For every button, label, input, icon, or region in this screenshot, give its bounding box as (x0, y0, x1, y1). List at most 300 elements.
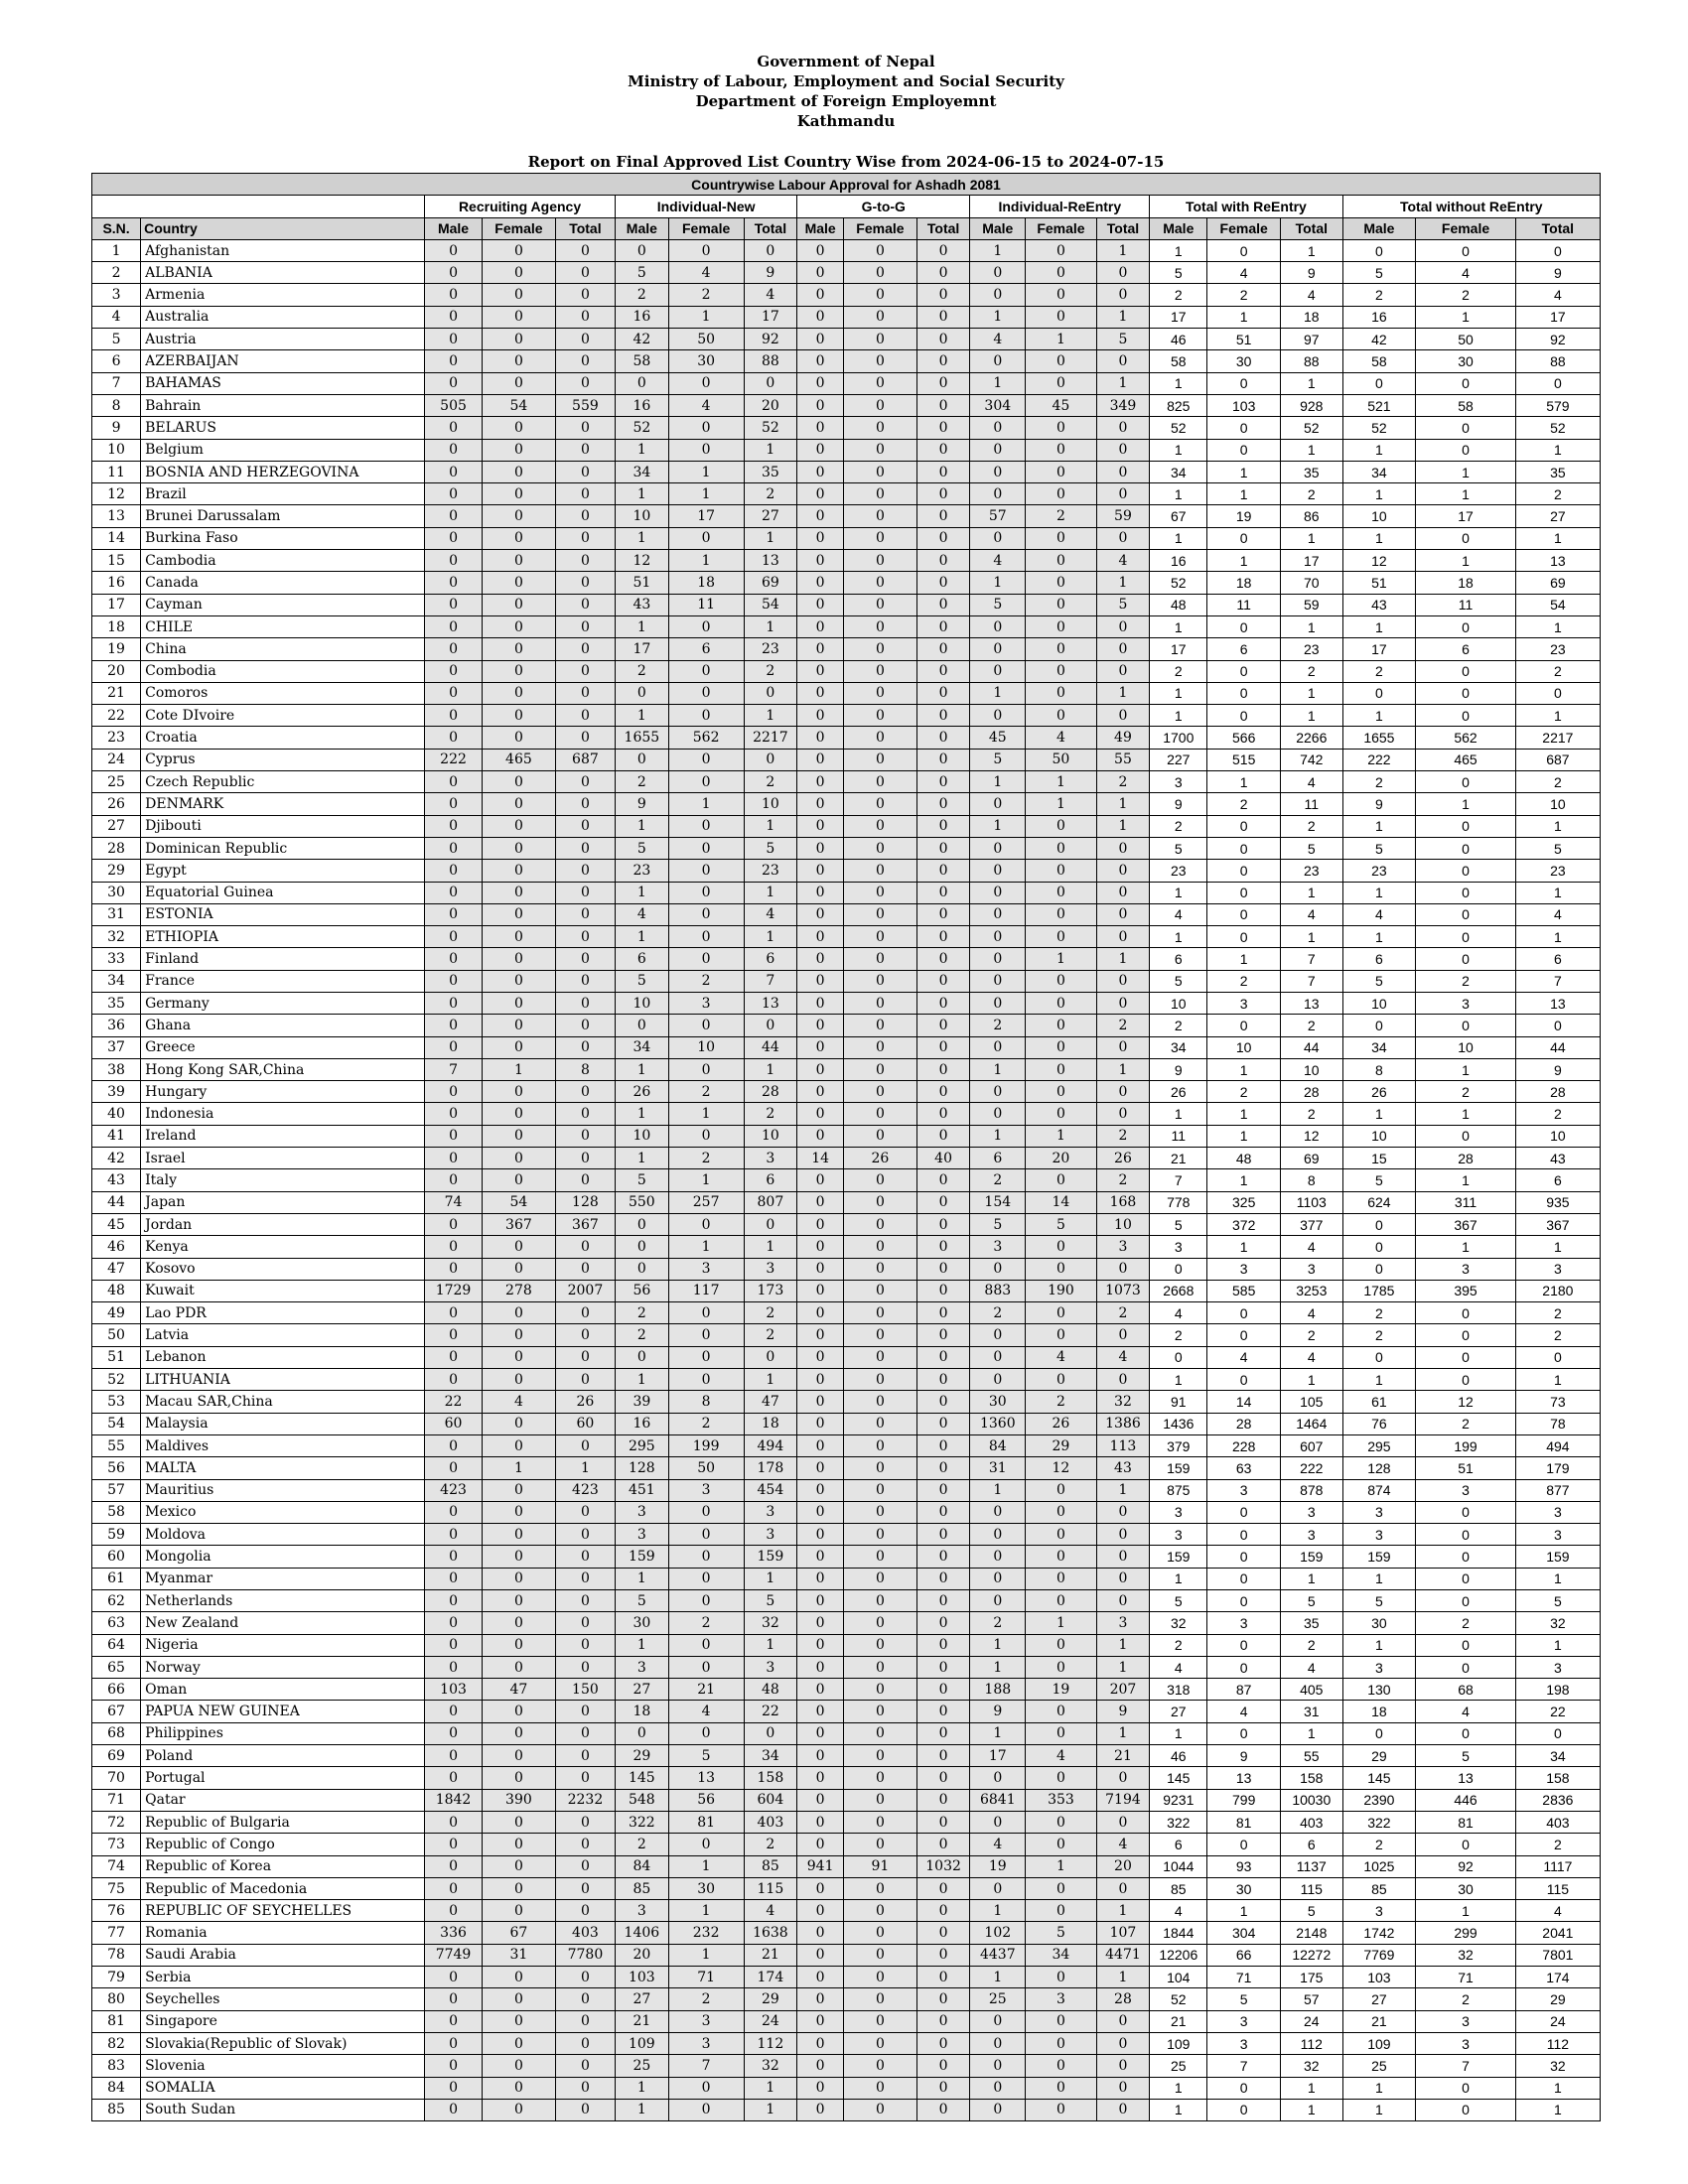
row-value-cell: 10 (1342, 1125, 1416, 1147)
row-value-cell: 4 (1096, 1346, 1150, 1368)
row-value-cell: 0 (916, 926, 970, 948)
row-value-cell: 3 (1416, 1479, 1516, 1501)
row-country-cell: Mongolia (141, 1546, 425, 1568)
row-value-cell: 4 (1281, 903, 1343, 925)
row-value-cell: 23 (1281, 860, 1343, 882)
row-value-cell: 0 (916, 1922, 970, 1944)
row-value-cell: 2 (744, 1324, 797, 1346)
column-header-female: Female (668, 217, 744, 239)
row-value-cell: 26 (1096, 1148, 1150, 1169)
row-value-cell: 34 (1515, 1745, 1600, 1767)
row-value-cell: 0 (555, 306, 615, 328)
row-value-cell: 2836 (1515, 1789, 1600, 1811)
row-value-cell: 0 (844, 2032, 917, 2054)
row-value-cell: 1 (1515, 2077, 1600, 2099)
row-value-cell: 56 (616, 1280, 669, 1301)
row-value-cell: 2 (1281, 1634, 1343, 1656)
row-value-cell: 0 (1096, 992, 1150, 1014)
row-value-cell: 0 (1342, 1015, 1416, 1036)
row-country-cell: Republic of Congo (141, 1834, 425, 1855)
row-value-cell: 0 (1096, 2077, 1150, 2099)
row-value-cell: 0 (483, 1701, 556, 1722)
row-sn-cell: 52 (92, 1369, 141, 1391)
row-value-cell: 0 (1026, 682, 1096, 704)
row-value-cell: 0 (916, 1413, 970, 1434)
row-value-cell: 0 (1096, 705, 1150, 727)
row-value-cell: 446 (1416, 1789, 1516, 1811)
row-value-cell: 0 (916, 284, 970, 306)
row-value-cell: 3 (1515, 1258, 1600, 1280)
row-value-cell: 0 (844, 638, 917, 660)
row-value-cell: 3 (744, 1656, 797, 1678)
row-country-cell: Kosovo (141, 1258, 425, 1280)
row-value-cell: 2 (1207, 1081, 1281, 1103)
row-value-cell: 0 (616, 372, 669, 394)
row-value-cell: 1 (1150, 483, 1207, 505)
row-country-cell: Armenia (141, 284, 425, 306)
row-value-cell: 0 (425, 705, 483, 727)
row-value-cell: 1 (744, 615, 797, 637)
row-value-cell: 30 (668, 1877, 744, 1899)
row-value-cell: 0 (844, 417, 917, 439)
row-value-cell: 16 (1342, 306, 1416, 328)
row-value-cell: 0 (844, 815, 917, 837)
row-value-cell: 0 (425, 1015, 483, 1036)
row-value-cell: 0 (1026, 1546, 1096, 1568)
row-value-cell: 0 (916, 705, 970, 727)
row-value-cell: 0 (483, 2099, 556, 2120)
row-value-cell: 92 (1416, 1855, 1516, 1877)
row-value-cell: 1 (970, 306, 1026, 328)
row-value-cell: 0 (916, 1811, 970, 1833)
row-value-cell: 2 (1281, 1103, 1343, 1125)
row-value-cell: 34 (1342, 461, 1416, 482)
row-value-cell: 0 (425, 1590, 483, 1612)
row-value-cell: 13 (1207, 1767, 1281, 1789)
row-value-cell: 0 (1342, 372, 1416, 394)
row-value-cell: 19 (1207, 505, 1281, 527)
row-value-cell: 0 (555, 372, 615, 394)
table-row (92, 749, 1601, 770)
table-row (92, 1391, 1601, 1413)
row-value-cell: 0 (1026, 837, 1096, 859)
table-row (92, 1081, 1601, 1103)
row-value-cell: 0 (844, 1568, 917, 1589)
row-country-cell: Romania (141, 1922, 425, 1944)
row-value-cell: 377 (1281, 1213, 1343, 1235)
row-value-cell: 2 (1515, 483, 1600, 505)
row-value-cell: 0 (970, 439, 1026, 461)
row-value-cell: 0 (916, 1944, 970, 1966)
row-value-cell: 5 (744, 1590, 797, 1612)
table-row (92, 1036, 1601, 1058)
row-value-cell: 35 (744, 461, 797, 482)
row-value-cell: 0 (844, 1811, 917, 1833)
row-value-cell: 2 (616, 1302, 669, 1324)
row-value-cell: 4 (970, 550, 1026, 572)
row-value-cell: 1 (1416, 1058, 1516, 1080)
row-value-cell: 16 (616, 1413, 669, 1434)
table-row (92, 860, 1601, 882)
table-row (92, 1213, 1601, 1235)
row-value-cell: 26 (555, 1391, 615, 1413)
row-value-cell: 0 (916, 903, 970, 925)
table-row (92, 2099, 1601, 2120)
row-value-cell: 0 (668, 1015, 744, 1036)
row-value-cell: 52 (1281, 417, 1343, 439)
row-value-cell: 0 (425, 372, 483, 394)
row-value-cell: 52 (1150, 572, 1207, 594)
row-value-cell: 2217 (744, 727, 797, 749)
row-value-cell: 0 (844, 239, 917, 261)
row-value-cell: 0 (744, 1015, 797, 1036)
row-value-cell: 71 (668, 1967, 744, 1988)
row-value-cell: 0 (425, 903, 483, 925)
row-value-cell: 2 (970, 1612, 1026, 1634)
row-value-cell: 1 (1515, 1634, 1600, 1656)
row-value-cell: 4437 (970, 1944, 1026, 1966)
row-value-cell: 0 (797, 1346, 844, 1368)
row-value-cell: 1 (1342, 527, 1416, 549)
row-value-cell: 0 (1515, 239, 1600, 261)
row-value-cell: 0 (668, 372, 744, 394)
row-value-cell: 0 (916, 1988, 970, 2010)
row-sn-cell: 25 (92, 771, 141, 793)
table-row (92, 1656, 1601, 1678)
row-value-cell: 0 (797, 1058, 844, 1080)
row-value-cell: 0 (1207, 682, 1281, 704)
row-value-cell: 12 (616, 550, 669, 572)
row-value-cell: 0 (555, 483, 615, 505)
row-value-cell: 1 (1416, 461, 1516, 482)
row-value-cell: 1 (1150, 239, 1207, 261)
row-value-cell: 0 (916, 1125, 970, 1147)
row-value-cell: 44 (1281, 1036, 1343, 1058)
row-value-cell: 0 (555, 903, 615, 925)
row-value-cell: 1 (616, 926, 669, 948)
row-country-cell: Hungary (141, 1081, 425, 1103)
row-value-cell: 5 (1026, 1213, 1096, 1235)
row-value-cell: 28 (744, 1081, 797, 1103)
row-sn-cell: 7 (92, 372, 141, 394)
row-value-cell: 1 (744, 527, 797, 549)
row-value-cell: 0 (797, 727, 844, 749)
row-value-cell: 0 (970, 1501, 1026, 1523)
row-value-cell: 10 (1342, 505, 1416, 527)
row-value-cell: 1 (744, 882, 797, 903)
row-value-cell: 12 (1281, 1125, 1343, 1147)
row-value-cell: 0 (1207, 1302, 1281, 1324)
row-value-cell: 0 (668, 948, 744, 970)
row-value-cell: 0 (483, 793, 556, 815)
row-value-cell: 2 (1416, 970, 1516, 992)
row-value-cell: 0 (844, 2099, 917, 2120)
row-value-cell: 0 (1026, 660, 1096, 682)
row-value-cell: 5 (1515, 1590, 1600, 1612)
row-value-cell: 0 (483, 1612, 556, 1634)
row-value-cell: 0 (483, 306, 556, 328)
row-value-cell: 1 (1096, 306, 1150, 328)
row-value-cell: 3 (668, 2010, 744, 2032)
row-value-cell: 0 (1150, 1346, 1207, 1368)
row-sn-cell: 36 (92, 1015, 141, 1036)
row-value-cell: 18 (744, 1413, 797, 1434)
row-value-cell: 0 (797, 1081, 844, 1103)
row-value-cell: 0 (425, 2055, 483, 2077)
row-value-cell: 51 (1342, 572, 1416, 594)
row-value-cell: 0 (483, 329, 556, 350)
row-value-cell: 0 (970, 2099, 1026, 2120)
labour-approval-table (91, 173, 1601, 2121)
row-value-cell: 0 (1096, 1546, 1150, 1568)
row-value-cell: 0 (425, 1457, 483, 1479)
row-value-cell: 0 (555, 1834, 615, 1855)
row-value-cell: 8 (668, 1391, 744, 1413)
row-value-cell: 0 (1207, 372, 1281, 394)
row-value-cell: 52 (1150, 417, 1207, 439)
row-value-cell: 0 (916, 417, 970, 439)
table-row (92, 2032, 1601, 2054)
row-value-cell: 372 (1207, 1213, 1281, 1235)
row-value-cell: 521 (1342, 394, 1416, 416)
row-value-cell: 0 (668, 1324, 744, 1346)
row-sn-cell: 28 (92, 837, 141, 859)
row-value-cell: 22 (1515, 1701, 1600, 1722)
row-value-cell: 0 (844, 461, 917, 482)
column-header-male: Male (616, 217, 669, 239)
row-value-cell: 109 (1150, 2032, 1207, 2054)
table-row (92, 483, 1601, 505)
row-value-cell: 687 (1515, 749, 1600, 770)
row-value-cell: 742 (1281, 749, 1343, 770)
row-value-cell: 6 (1150, 948, 1207, 970)
row-value-cell: 0 (916, 1834, 970, 1855)
table-row (92, 1922, 1601, 1944)
row-sn-cell: 49 (92, 1302, 141, 1324)
row-value-cell: 0 (844, 1479, 917, 1501)
row-country-cell: Slovakia(Republic of Slovak) (141, 2032, 425, 2054)
row-value-cell: 0 (1026, 1722, 1096, 1744)
row-value-cell: 0 (555, 1634, 615, 1656)
column-header-female: Female (1416, 217, 1516, 239)
row-value-cell: 5 (1342, 837, 1416, 859)
row-value-cell: 9231 (1150, 1789, 1207, 1811)
row-value-cell: 4 (1281, 1302, 1343, 1324)
row-value-cell: 2 (1281, 660, 1343, 682)
table-row (92, 1811, 1601, 1833)
row-value-cell: 1 (1150, 1568, 1207, 1589)
row-value-cell: 0 (1207, 1546, 1281, 1568)
row-value-cell: 0 (555, 1568, 615, 1589)
row-value-cell: 0 (616, 1722, 669, 1744)
row-value-cell: 50 (668, 329, 744, 350)
row-value-cell: 2 (1026, 1391, 1096, 1413)
row-value-cell: 1406 (616, 1922, 669, 1944)
row-value-cell: 159 (1150, 1546, 1207, 1568)
row-value-cell: 1844 (1150, 1922, 1207, 1944)
row-value-cell: 85 (1150, 1877, 1207, 1899)
row-value-cell: 0 (555, 992, 615, 1014)
row-value-cell: 1 (1150, 439, 1207, 461)
row-value-cell: 13 (1515, 550, 1600, 572)
row-value-cell: 7801 (1515, 1944, 1600, 1966)
row-value-cell: 0 (797, 1811, 844, 1833)
row-value-cell: 4 (1416, 262, 1516, 284)
row-value-cell: 91 (844, 1855, 917, 1877)
row-sn-cell: 77 (92, 1922, 141, 1944)
row-country-cell: Jordan (141, 1213, 425, 1235)
row-value-cell: 2 (616, 284, 669, 306)
row-value-cell: 349 (1096, 394, 1150, 416)
column-header-female: Female (1207, 217, 1281, 239)
row-value-cell: 0 (744, 1213, 797, 1235)
row-value-cell: 0 (483, 882, 556, 903)
row-country-cell: CHILE (141, 615, 425, 637)
row-value-cell: 1 (1342, 439, 1416, 461)
row-value-cell: 0 (668, 2077, 744, 2099)
row-value-cell: 0 (1026, 1701, 1096, 1722)
row-value-cell: 60 (555, 1413, 615, 1434)
row-value-cell: 1 (744, 926, 797, 948)
row-value-cell: 52 (1515, 417, 1600, 439)
row-country-cell: Greece (141, 1036, 425, 1058)
row-value-cell: 0 (1026, 284, 1096, 306)
row-value-cell: 0 (1207, 2077, 1281, 2099)
row-value-cell: 0 (668, 660, 744, 682)
row-value-cell: 1 (970, 1900, 1026, 1922)
row-value-cell: 3 (1342, 1656, 1416, 1678)
row-value-cell: 0 (483, 1125, 556, 1147)
row-value-cell: 4 (1207, 262, 1281, 284)
report-header (91, 52, 1601, 131)
row-value-cell: 3 (1026, 1988, 1096, 2010)
row-value-cell: 0 (916, 439, 970, 461)
row-value-cell: 1 (1207, 948, 1281, 970)
row-value-cell: 0 (797, 2032, 844, 2054)
row-value-cell: 0 (744, 1346, 797, 1368)
row-country-cell: South Sudan (141, 2099, 425, 2120)
row-value-cell: 1 (1207, 1900, 1281, 1922)
row-value-cell: 0 (916, 815, 970, 837)
row-value-cell: 10 (616, 992, 669, 1014)
row-value-cell: 4 (1096, 550, 1150, 572)
row-value-cell: 0 (1096, 461, 1150, 482)
row-value-cell: 0 (425, 1103, 483, 1125)
row-value-cell: 28 (1416, 1148, 1516, 1169)
row-value-cell: 66 (1207, 1944, 1281, 1966)
row-value-cell: 0 (797, 1944, 844, 1966)
row-value-cell: 0 (970, 705, 1026, 727)
row-value-cell: 0 (1026, 1834, 1096, 1855)
row-value-cell: 0 (1416, 1546, 1516, 1568)
row-value-cell: 102 (970, 1922, 1026, 1944)
row-value-cell: 1 (668, 1169, 744, 1191)
row-value-cell: 13 (1515, 992, 1600, 1014)
row-value-cell: 0 (1416, 2099, 1516, 2120)
row-value-cell: 0 (844, 439, 917, 461)
row-value-cell: 43 (1515, 1148, 1600, 1169)
row-value-cell: 3 (616, 1656, 669, 1678)
row-value-cell: 1 (1026, 329, 1096, 350)
row-value-cell: 0 (1026, 1877, 1096, 1899)
row-value-cell: 2 (1150, 815, 1207, 837)
row-value-cell: 23 (744, 638, 797, 660)
row-value-cell: 0 (1026, 615, 1096, 637)
row-value-cell: 0 (483, 1568, 556, 1589)
row-value-cell: 0 (425, 860, 483, 882)
row-value-cell: 1 (668, 1103, 744, 1125)
row-value-cell: 27 (1150, 1701, 1207, 1722)
row-value-cell: 0 (1096, 926, 1150, 948)
row-value-cell: 0 (916, 1590, 970, 1612)
row-value-cell: 1 (1150, 926, 1207, 948)
row-value-cell: 26 (1026, 1413, 1096, 1434)
row-value-cell: 0 (425, 1346, 483, 1368)
row-value-cell: 0 (797, 682, 844, 704)
row-value-cell: 0 (916, 1391, 970, 1413)
row-value-cell: 1 (616, 2077, 669, 2099)
row-value-cell: 0 (916, 771, 970, 793)
row-value-cell: 0 (1416, 903, 1516, 925)
row-value-cell: 159 (1150, 1457, 1207, 1479)
row-value-cell: 1 (1281, 1568, 1343, 1589)
row-value-cell: 2 (1096, 771, 1150, 793)
row-value-cell: 0 (797, 2010, 844, 2032)
table-row (92, 682, 1601, 704)
row-value-cell: 34 (1150, 1036, 1207, 1058)
group-header-g-to-g: G-to-G (797, 196, 970, 217)
row-value-cell: 0 (844, 1191, 917, 1213)
row-value-cell: 0 (483, 1656, 556, 1678)
row-value-cell: 168 (1096, 1191, 1150, 1213)
row-value-cell: 1 (1096, 1967, 1150, 1988)
row-value-cell: 13 (744, 992, 797, 1014)
row-value-cell: 0 (1096, 1590, 1150, 1612)
row-country-cell: Moldova (141, 1524, 425, 1546)
row-value-cell: 9 (1515, 262, 1600, 284)
row-country-cell: Cote DIvoire (141, 705, 425, 727)
row-value-cell: 11 (1150, 1125, 1207, 1147)
row-value-cell: 0 (797, 1302, 844, 1324)
row-value-cell: 0 (1416, 239, 1516, 261)
row-value-cell: 1 (1515, 439, 1600, 461)
row-value-cell: 84 (970, 1434, 1026, 1456)
row-value-cell: 0 (1096, 615, 1150, 637)
row-value-cell: 0 (1207, 705, 1281, 727)
row-value-cell: 3 (1416, 1258, 1516, 1280)
row-value-cell: 0 (970, 1767, 1026, 1789)
row-value-cell: 0 (844, 1944, 917, 1966)
table-row (92, 1148, 1601, 1169)
row-value-cell: 4 (744, 903, 797, 925)
row-value-cell: 0 (744, 749, 797, 770)
row-value-cell: 54 (744, 594, 797, 615)
row-value-cell: 1 (1342, 882, 1416, 903)
row-value-cell: 0 (1342, 682, 1416, 704)
row-value-cell: 0 (425, 727, 483, 749)
row-value-cell: 0 (1026, 1302, 1096, 1324)
row-value-cell: 0 (916, 1501, 970, 1523)
row-value-cell: 0 (425, 1988, 483, 2010)
column-header-female: Female (1026, 217, 1096, 239)
row-value-cell: 2 (744, 660, 797, 682)
row-value-cell: 47 (483, 1679, 556, 1701)
row-value-cell: 1 (616, 705, 669, 727)
row-sn-cell: 71 (92, 1789, 141, 1811)
row-value-cell: 0 (1207, 1656, 1281, 1678)
row-value-cell: 93 (1207, 1855, 1281, 1877)
row-value-cell: 0 (483, 461, 556, 482)
